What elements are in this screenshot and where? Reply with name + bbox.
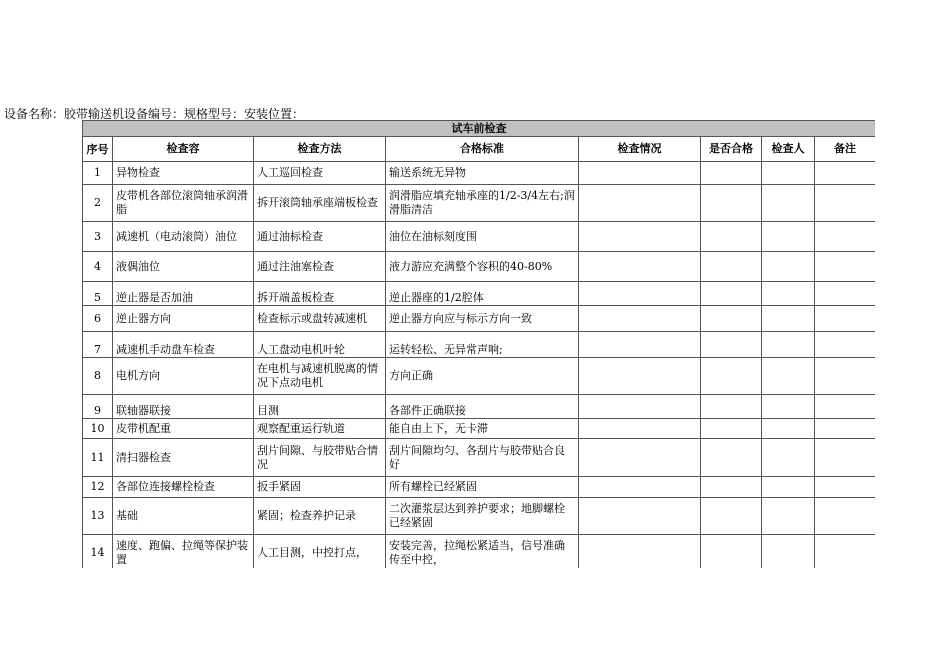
table-body [83, 162, 876, 569]
cell-standard: 运转轻松、无异常声响; [386, 332, 579, 358]
inspection-table [82, 120, 875, 568]
device-info-line: 设备名称：胶带输送机设备编号：规格型号：安装位置： [4, 107, 305, 121]
cell-remark[interactable] [815, 252, 876, 282]
cell-standard: 各部件正确联接 [386, 395, 579, 419]
cell-method: 目测 [254, 395, 386, 419]
cell-seq: 2 [83, 185, 113, 222]
cell-method: 检查标示或盘转减速机 [254, 306, 386, 332]
cell-standard: 能自由上下，无卡滞 [386, 419, 579, 439]
cell-qualified[interactable] [701, 419, 762, 439]
cell-remark[interactable] [815, 306, 876, 332]
cell-remark[interactable] [815, 439, 876, 477]
cell-remark[interactable] [815, 419, 876, 439]
cell-status[interactable] [579, 439, 701, 477]
cell-item: 皮带机各部位滚筒轴承润滑脂 [113, 185, 254, 222]
cell-remark[interactable] [815, 395, 876, 419]
cell-inspector[interactable] [762, 395, 815, 419]
cell-qualified[interactable] [701, 252, 762, 282]
cell-status[interactable] [579, 419, 701, 439]
cell-qualified[interactable] [701, 477, 762, 498]
table-row [83, 498, 876, 535]
cell-inspector[interactable] [762, 306, 815, 332]
cell-qualified[interactable] [701, 162, 762, 185]
cell-item: 基础 [113, 498, 254, 535]
cell-standard: 输送系统无异物 [386, 162, 579, 185]
cell-method: 人工盘动电机叶轮 [254, 332, 386, 358]
cell-remark[interactable] [815, 282, 876, 306]
inspection-table-container [82, 120, 875, 568]
cell-item: 清扫器检查 [113, 439, 254, 477]
cell-method: 拆开端盖板检查 [254, 282, 386, 306]
cell-method: 拆开滚筒轴承座端板检查 [254, 185, 386, 222]
cell-status[interactable] [579, 306, 701, 332]
cell-item: 逆止器是否加油 [113, 282, 254, 306]
table-row [83, 185, 876, 222]
cell-method: 人工目测，中控打点， [254, 535, 386, 569]
table-title: 试车前检查 [83, 121, 876, 137]
table-row [83, 477, 876, 498]
cell-qualified[interactable] [701, 282, 762, 306]
cell-item: 速度、跑偏、拉绳等保护装置 [113, 535, 254, 569]
cell-status[interactable] [579, 162, 701, 185]
table-row [83, 358, 876, 395]
col-header-inspector: 检查人 [762, 137, 815, 162]
cell-standard: 润滑脂应填充轴承座的1/2-3/4左右;润滑脂清洁 [386, 185, 579, 222]
cell-inspector[interactable] [762, 498, 815, 535]
cell-method: 人工巡回检查 [254, 162, 386, 185]
cell-status[interactable] [579, 498, 701, 535]
cell-status[interactable] [579, 358, 701, 395]
table-row [83, 252, 876, 282]
col-header-remark: 备注 [815, 137, 876, 162]
col-header-status: 检查情况 [579, 137, 701, 162]
cell-standard: 逆止器座的1/2腔体 [386, 282, 579, 306]
cell-method: 观察配重运行轨道 [254, 419, 386, 439]
cell-item: 逆止器方向 [113, 306, 254, 332]
table-row [83, 395, 876, 419]
cell-inspector[interactable] [762, 252, 815, 282]
cell-remark[interactable] [815, 162, 876, 185]
cell-standard: 二次灌浆层达到养护要求；地脚螺栓已经紧固 [386, 498, 579, 535]
cell-method: 扳手紧固 [254, 477, 386, 498]
cell-status[interactable] [579, 332, 701, 358]
cell-seq: 6 [83, 306, 113, 332]
cell-qualified[interactable] [701, 306, 762, 332]
cell-item: 联轴器联接 [113, 395, 254, 419]
cell-remark[interactable] [815, 222, 876, 252]
table-row [83, 439, 876, 477]
cell-inspector[interactable] [762, 419, 815, 439]
cell-inspector[interactable] [762, 222, 815, 252]
col-header-seq: 序号 [83, 137, 113, 162]
cell-seq: 11 [83, 439, 113, 477]
cell-status[interactable] [579, 535, 701, 569]
cell-item: 各部位连接螺栓检查 [113, 477, 254, 498]
cell-item: 异物检查 [113, 162, 254, 185]
cell-inspector[interactable] [762, 439, 815, 477]
cell-remark[interactable] [815, 332, 876, 358]
cell-qualified[interactable] [701, 498, 762, 535]
table-row [83, 282, 876, 306]
cell-inspector[interactable] [762, 332, 815, 358]
cell-qualified[interactable] [701, 222, 762, 252]
cell-status[interactable] [579, 282, 701, 306]
cell-inspector[interactable] [762, 282, 815, 306]
cell-method: 紧固；检查养护记录 [254, 498, 386, 535]
cell-item: 皮带机配重 [113, 419, 254, 439]
cell-status[interactable] [579, 222, 701, 252]
cell-standard: 安装完善，拉绳松紧适当，信号准确传至中控， [386, 535, 579, 569]
cell-standard: 油位在油标刻度围 [386, 222, 579, 252]
cell-standard: 液力游应充满整个容积的40-80% [386, 252, 579, 282]
col-header-item: 检查容 [113, 137, 254, 162]
cell-inspector[interactable] [762, 358, 815, 395]
cell-status[interactable] [579, 185, 701, 222]
cell-status[interactable] [579, 395, 701, 419]
cell-method: 刮片间隙、与胶带贴合情况 [254, 439, 386, 477]
cell-inspector[interactable] [762, 477, 815, 498]
cell-qualified[interactable] [701, 535, 762, 569]
cell-status[interactable] [579, 477, 701, 498]
cell-qualified[interactable] [701, 395, 762, 419]
cell-seq: 7 [83, 332, 113, 358]
table-row [83, 535, 876, 569]
cell-seq: 12 [83, 477, 113, 498]
cell-seq: 3 [83, 222, 113, 252]
table-row [83, 306, 876, 332]
cell-qualified[interactable] [701, 332, 762, 358]
cell-seq: 4 [83, 252, 113, 282]
cell-seq: 10 [83, 419, 113, 439]
cell-seq: 1 [83, 162, 113, 185]
cell-standard: 所有螺栓已经紧固 [386, 477, 579, 498]
cell-seq: 14 [83, 535, 113, 569]
table-row [83, 332, 876, 358]
col-header-method: 检查方法 [254, 137, 386, 162]
cell-method: 通过注油塞检查 [254, 252, 386, 282]
cell-qualified[interactable] [701, 185, 762, 222]
col-header-standard: 合格标准 [386, 137, 579, 162]
table-row [83, 222, 876, 252]
cell-seq: 8 [83, 358, 113, 395]
cell-method: 在电机与减速机脱离的情况下点动电机 [254, 358, 386, 395]
cell-seq: 9 [83, 395, 113, 419]
cell-item: 减速机手动盘车检查 [113, 332, 254, 358]
cell-item: 电机方向 [113, 358, 254, 395]
cell-remark[interactable] [815, 498, 876, 535]
cell-remark[interactable] [815, 358, 876, 395]
cell-method: 通过油标检查 [254, 222, 386, 252]
cell-remark[interactable] [815, 185, 876, 222]
cell-standard: 逆止器方向应与标示方向一致 [386, 306, 579, 332]
col-header-qualified: 是否合格 [701, 137, 762, 162]
cell-qualified[interactable] [701, 439, 762, 477]
cell-remark[interactable] [815, 477, 876, 498]
cell-seq: 5 [83, 282, 113, 306]
cell-seq: 13 [83, 498, 113, 535]
cell-inspector[interactable] [762, 162, 815, 185]
cell-status[interactable] [579, 252, 701, 282]
table-row [83, 162, 876, 185]
cell-standard: 方向正确 [386, 358, 579, 395]
cell-item: 减速机（电动滚筒）油位 [113, 222, 254, 252]
cell-remark[interactable] [815, 535, 876, 569]
table-row [83, 419, 876, 439]
cell-inspector[interactable] [762, 535, 815, 569]
cell-standard: 刮片间隙均匀、各刮片与胶带贴合良好 [386, 439, 579, 477]
cell-item: 液偶油位 [113, 252, 254, 282]
cell-qualified[interactable] [701, 358, 762, 395]
cell-inspector[interactable] [762, 185, 815, 222]
